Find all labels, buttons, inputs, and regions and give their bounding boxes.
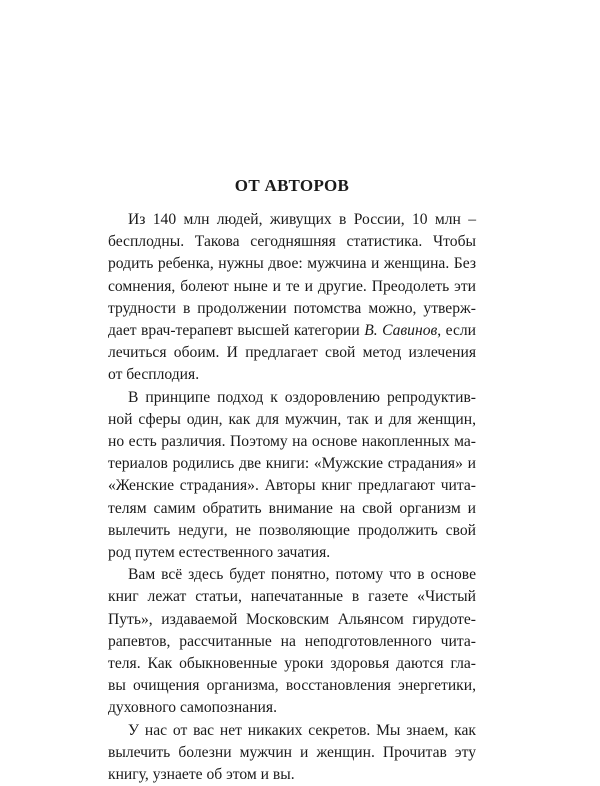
text-line: родить ребенка, нужны двое: мужчина и женщина. Без (108, 255, 476, 273)
paragraph-3 (108, 564, 476, 719)
text-line: «Женские страдания». Авторы книг предлагают чита- (108, 477, 476, 495)
text-line: ной сферы один, как для мужчин, так и для женщин, (108, 410, 476, 428)
text-line (108, 320, 476, 342)
text-line: В принципе подход к оздоровлению репродуктив- (128, 388, 476, 406)
text-line: теля. Как обыкновенные уроки здоровья даются гла- (108, 655, 476, 673)
text-line: книгу, узнаете об этом и вы. (108, 766, 295, 784)
text-line: Путь», издаваемой Московским Альянсом гирудоте- (108, 610, 476, 628)
text-line: рапевтов, рассчитанные на неподготовленного чита- (108, 632, 476, 650)
text-line: книг лежат статьи, напечатанные в газете «Чистый (108, 588, 476, 606)
text-line: У нас от вас нет никаких секретов. Мы знаем, как (128, 721, 476, 739)
paragraph-2 (108, 387, 476, 565)
text-line: но есть различия. Поэтому на основе накопленных ма- (108, 433, 476, 451)
text-line: териалов родились две книги: «Мужские страдания» и (108, 455, 476, 473)
text-line: вылечить болезни мужчин и женщин. Прочитав эту (108, 743, 476, 761)
text-fragment: , если (437, 322, 477, 340)
text-line: вы очищения организма, восстановления энергетики, (108, 677, 476, 695)
text-line: трудности в продолжении потомства можно, утверж- (108, 299, 476, 317)
text-line: лечиться обоим. И предлагает свой метод излечения (108, 344, 476, 362)
text-line: вылечить недуги, не позволяющие продолжить свой (108, 521, 476, 539)
text-line: телям самим обратить внимание на свой организм и (108, 499, 476, 517)
body-text (108, 209, 476, 786)
author-name: В. Савинов (364, 322, 438, 340)
text-line: от бесплодия. (108, 366, 200, 384)
paragraph-1 (108, 209, 476, 387)
text-line: духовного самопознания. (108, 699, 277, 717)
section-heading: ОТ АВТОРОВ (234, 176, 350, 195)
text-line: Вам всё здесь будет понятно, потому что в основе (128, 566, 476, 584)
text-line: сомнения, болеют ныне и те и другие. Преодолеть эти (108, 277, 476, 295)
text-fragment: дает врач-терапевт высшей категории (108, 322, 365, 340)
paragraph-4 (108, 720, 476, 786)
book-page (108, 0, 477, 784)
text-line: Из 140 млн людей, живущих в России, 10 млн – (128, 211, 476, 228)
text-line: род путем естественного зачатия. (108, 544, 331, 562)
text-line: бесплодны. Такова сегодняшняя статистика. Чтобы (108, 233, 476, 251)
